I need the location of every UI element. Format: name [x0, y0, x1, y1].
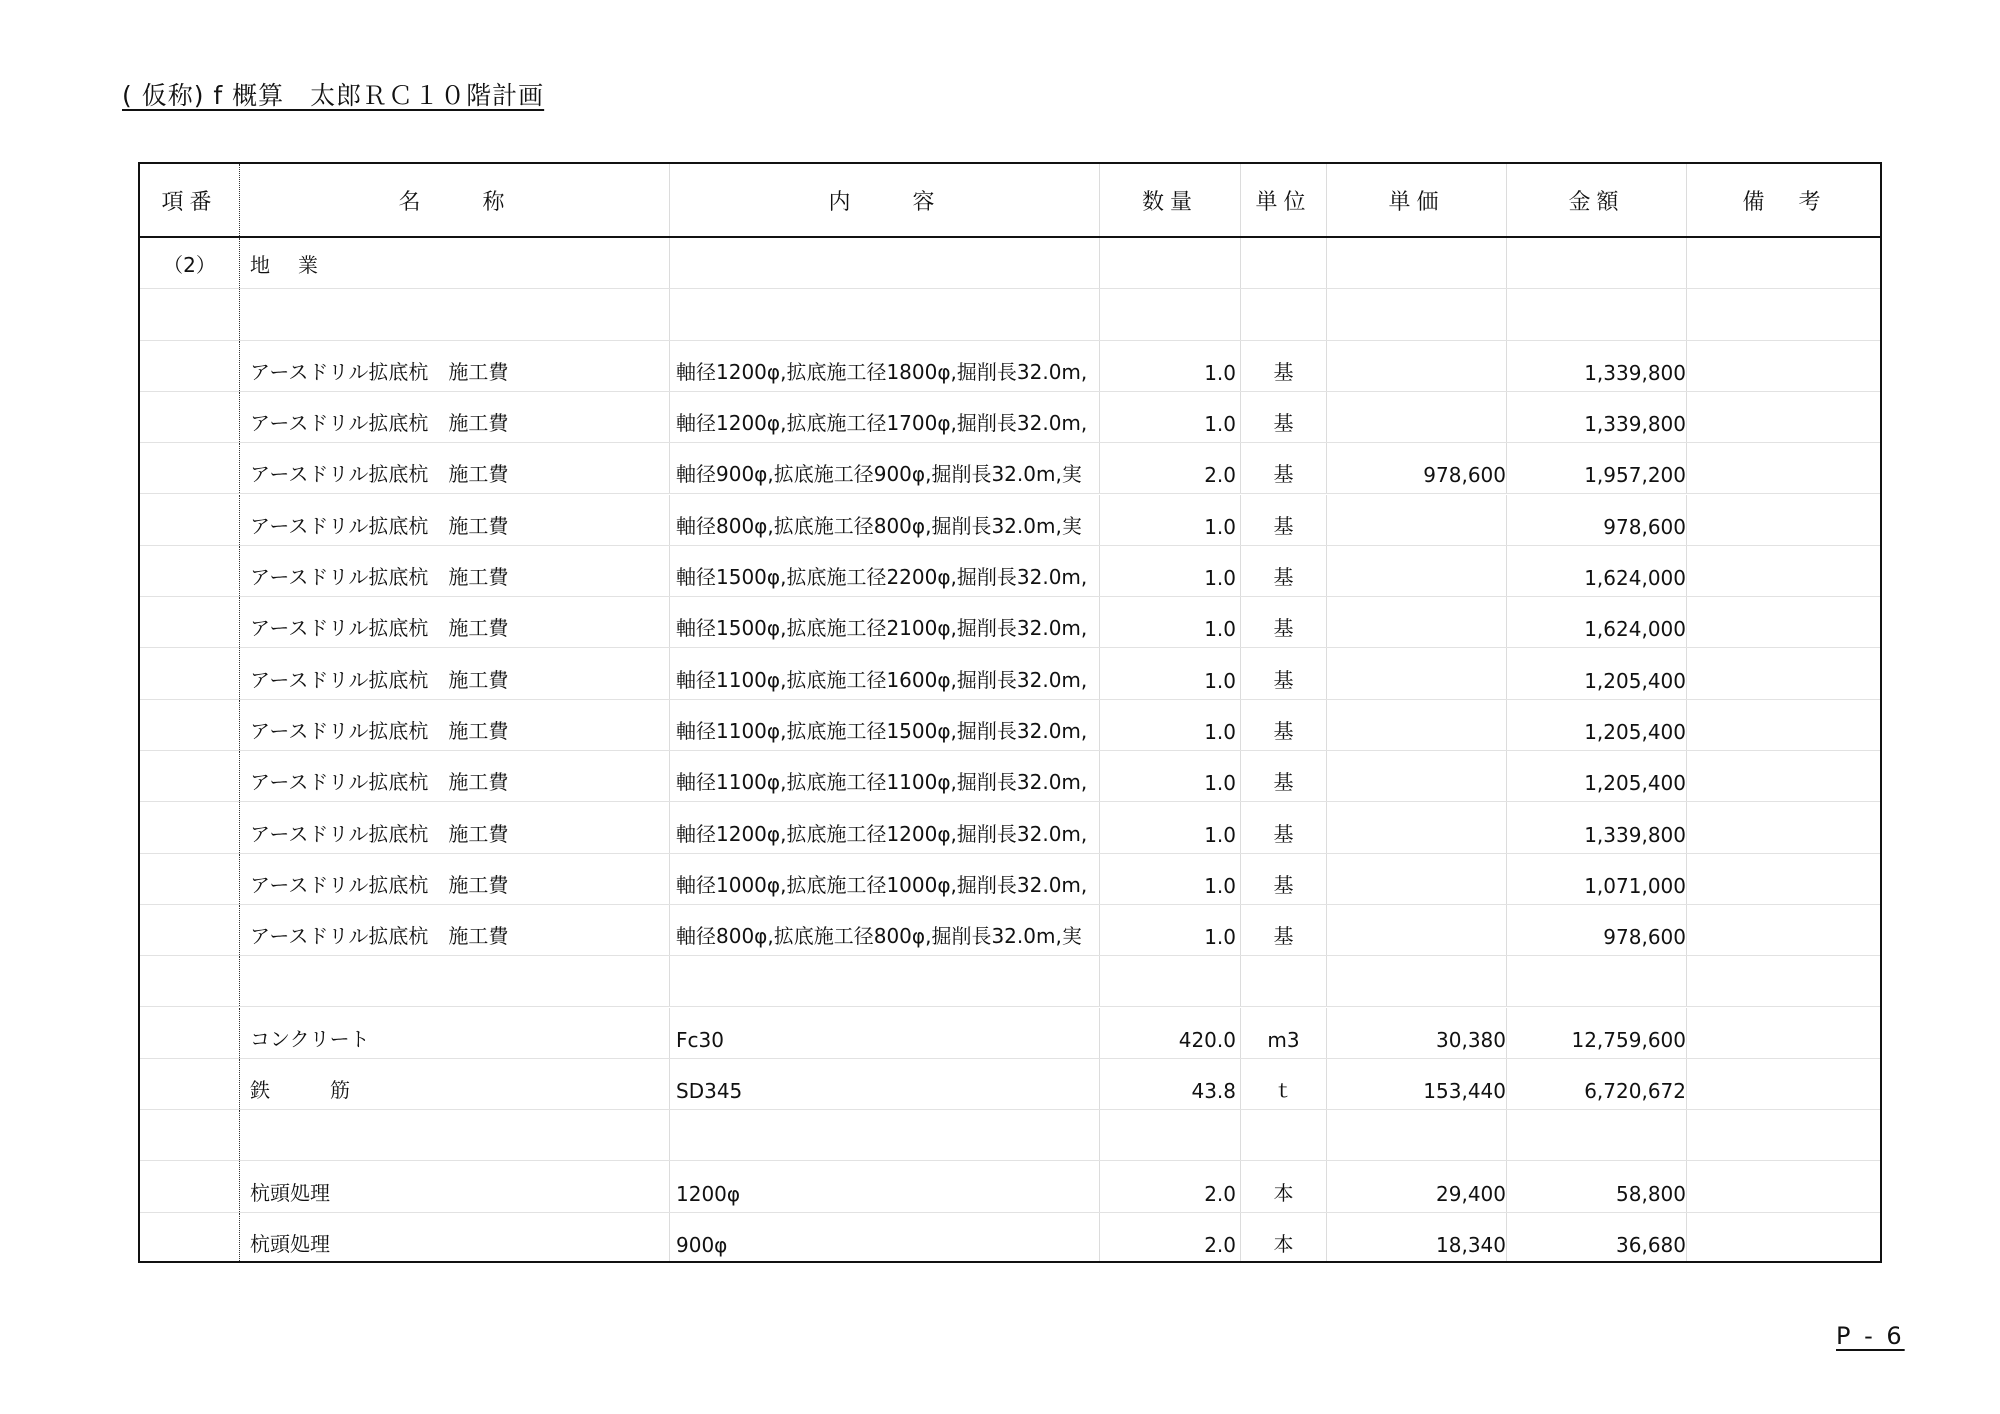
cell-amount: 1,339,800 [1506, 341, 1686, 391]
cell-note [1686, 648, 1882, 698]
cell-unit-price [1326, 495, 1506, 545]
cell-quantity: 1.0 [1099, 751, 1240, 801]
cell-name: アースドリル拡底杭 施工費 [239, 546, 669, 596]
cell-name: アースドリル拡底杭 施工費 [239, 341, 669, 391]
cell-unit-price [1326, 905, 1506, 955]
document-title: ( 仮称) f 概算 太郎ＲＣ１０階計画 [122, 81, 545, 110]
cell-unit: 基 [1240, 854, 1326, 904]
cell-note [1686, 1110, 1882, 1160]
cell-unit-price [1326, 802, 1506, 852]
table-row [140, 289, 1880, 340]
cell-spec: 軸径1100φ,拡底施工径1600φ,掘削長32.0m, [669, 648, 1099, 698]
cell-spec [669, 289, 1099, 339]
cell-amount: 1,205,400 [1506, 648, 1686, 698]
cell-name: アースドリル拡底杭 施工費 [239, 802, 669, 852]
cell-spec [669, 1110, 1099, 1160]
cell-name [239, 956, 669, 1006]
cell-spec [669, 956, 1099, 1006]
section-qty-cell [1099, 238, 1240, 288]
cell-note [1686, 597, 1882, 647]
cell-spec: 軸径1200φ,拡底施工径1800φ,掘削長32.0m, [669, 341, 1099, 391]
cell-note [1686, 1008, 1882, 1058]
header-note: 備 考 [1686, 164, 1882, 236]
cell-note [1686, 751, 1882, 801]
page-number: P - 6 [1836, 1322, 1905, 1350]
cell-spec: 軸径900φ,拡底施工径900φ,掘削長32.0m,実 [669, 443, 1099, 493]
cell-unit: 基 [1240, 648, 1326, 698]
table-row [140, 802, 1880, 853]
cell-note [1686, 802, 1882, 852]
cell-unit-price [1326, 341, 1506, 391]
cell-spec: 軸径1100φ,拡底施工径1100φ,掘削長32.0m, [669, 751, 1099, 801]
cell-item-no [140, 341, 239, 391]
cell-quantity: 2.0 [1099, 1161, 1240, 1211]
table-row [140, 443, 1880, 494]
cell-unit-price: 153,440 [1326, 1059, 1506, 1109]
cell-unit-price: 29,400 [1326, 1161, 1506, 1211]
cell-unit-price [1326, 597, 1506, 647]
cell-quantity: 1.0 [1099, 802, 1240, 852]
cell-name: アースドリル拡底杭 施工費 [239, 648, 669, 698]
cell-unit-price [1326, 289, 1506, 339]
cell-amount: 1,957,200 [1506, 443, 1686, 493]
cell-unit: 基 [1240, 443, 1326, 493]
cell-amount: 1,205,400 [1506, 700, 1686, 750]
cell-unit-price [1326, 956, 1506, 1006]
cell-quantity: 420.0 [1099, 1008, 1240, 1058]
cell-unit: 基 [1240, 597, 1326, 647]
cell-unit: ｔ [1240, 1059, 1326, 1109]
cell-unit-price: 978,600 [1326, 443, 1506, 493]
cell-quantity: 1.0 [1099, 392, 1240, 442]
section-unit-cell [1240, 238, 1326, 288]
cell-unit: 基 [1240, 341, 1326, 391]
cell-name: アースドリル拡底杭 施工費 [239, 443, 669, 493]
cell-amount: 1,339,800 [1506, 802, 1686, 852]
cell-quantity: 1.0 [1099, 854, 1240, 904]
cell-item-no [140, 392, 239, 442]
cell-note [1686, 700, 1882, 750]
cell-item-no [140, 289, 239, 339]
cell-note [1686, 1161, 1882, 1211]
table-row [140, 751, 1880, 802]
table-row [140, 1110, 1880, 1161]
table-row [140, 546, 1880, 597]
cell-name: アースドリル拡底杭 施工費 [239, 700, 669, 750]
table-row [140, 1008, 1880, 1059]
cell-quantity: 1.0 [1099, 341, 1240, 391]
section-row [140, 238, 1880, 289]
cell-note [1686, 956, 1882, 1006]
cell-spec: 軸径800φ,拡底施工径800φ,掘削長32.0m,実 [669, 905, 1099, 955]
cell-name: 杭頭処理 [239, 1213, 669, 1263]
section-price-cell [1326, 238, 1506, 288]
cell-spec: Fc30 [669, 1008, 1099, 1058]
cell-item-no [140, 700, 239, 750]
cell-amount: 58,800 [1506, 1161, 1686, 1211]
cell-quantity: 1.0 [1099, 597, 1240, 647]
cell-amount: 1,624,000 [1506, 546, 1686, 596]
cell-unit [1240, 1110, 1326, 1160]
cell-spec: SD345 [669, 1059, 1099, 1109]
cell-note [1686, 546, 1882, 596]
cell-unit-price [1326, 700, 1506, 750]
cell-quantity: 1.0 [1099, 495, 1240, 545]
cell-unit [1240, 956, 1326, 1006]
table-row [140, 341, 1880, 392]
section-note-cell [1686, 238, 1882, 288]
cell-spec: 900φ [669, 1213, 1099, 1263]
cell-note [1686, 341, 1882, 391]
table-header-row [140, 164, 1880, 238]
table-row [140, 597, 1880, 648]
cell-name: アースドリル拡底杭 施工費 [239, 392, 669, 442]
section-name: 地 業 [239, 238, 669, 288]
cell-item-no [140, 802, 239, 852]
cell-item-no [140, 854, 239, 904]
cell-amount: 1,339,800 [1506, 392, 1686, 442]
section-spec-cell [669, 238, 1099, 288]
cell-spec: 軸径1200φ,拡底施工径1700φ,掘削長32.0m, [669, 392, 1099, 442]
table-row [140, 1213, 1880, 1263]
cell-item-no [140, 1161, 239, 1211]
cell-unit: 本 [1240, 1161, 1326, 1211]
cell-name: アースドリル拡底杭 施工費 [239, 751, 669, 801]
cell-spec: 1200φ [669, 1161, 1099, 1211]
cell-note [1686, 1059, 1882, 1109]
header-spec: 内 容 [669, 164, 1099, 236]
cell-unit: 基 [1240, 495, 1326, 545]
cell-amount: 12,759,600 [1506, 1008, 1686, 1058]
table-row [140, 700, 1880, 751]
cell-note [1686, 905, 1882, 955]
cell-name: 鉄 筋 [239, 1059, 669, 1109]
header-quantity: 数量 [1099, 164, 1240, 236]
cell-spec: 軸径1200φ,拡底施工径1200φ,掘削長32.0m, [669, 802, 1099, 852]
table-row [140, 392, 1880, 443]
header-amount: 金額 [1506, 164, 1686, 236]
cell-amount: 1,624,000 [1506, 597, 1686, 647]
cell-spec: 軸径1000φ,拡底施工径1000φ,掘削長32.0m, [669, 854, 1099, 904]
cell-note [1686, 854, 1882, 904]
cell-amount [1506, 289, 1686, 339]
cell-unit-price [1326, 1110, 1506, 1160]
cell-amount: 36,680 [1506, 1213, 1686, 1263]
table-row [140, 905, 1880, 956]
cell-name [239, 1110, 669, 1160]
cell-unit-price [1326, 854, 1506, 904]
cell-item-no [140, 1213, 239, 1263]
cell-unit-price: 18,340 [1326, 1213, 1506, 1263]
cell-quantity [1099, 956, 1240, 1006]
cell-spec: 軸径1500φ,拡底施工径2100φ,掘削長32.0m, [669, 597, 1099, 647]
cell-unit-price [1326, 751, 1506, 801]
cell-name: アースドリル拡底杭 施工費 [239, 597, 669, 647]
cell-quantity [1099, 1110, 1240, 1160]
section-amount-cell [1506, 238, 1686, 288]
cell-name: 杭頭処理 [239, 1161, 669, 1211]
cell-spec: 軸径800φ,拡底施工径800φ,掘削長32.0m,実 [669, 495, 1099, 545]
cell-unit: 基 [1240, 546, 1326, 596]
cell-item-no [140, 751, 239, 801]
cell-unit: 基 [1240, 751, 1326, 801]
cell-unit-price [1326, 392, 1506, 442]
cell-quantity: 43.8 [1099, 1059, 1240, 1109]
cell-name: アースドリル拡底杭 施工費 [239, 905, 669, 955]
cell-item-no [140, 905, 239, 955]
table-row [140, 1161, 1880, 1212]
cell-unit: m3 [1240, 1008, 1326, 1058]
cell-spec: 軸径1100φ,拡底施工径1500φ,掘削長32.0m, [669, 700, 1099, 750]
cell-quantity: 1.0 [1099, 546, 1240, 596]
cell-unit: 基 [1240, 700, 1326, 750]
header-unit: 単位 [1240, 164, 1326, 236]
cell-unit: 本 [1240, 1213, 1326, 1263]
cell-item-no [140, 597, 239, 647]
cell-unit-price [1326, 648, 1506, 698]
table-row [140, 495, 1880, 546]
cell-unit-price [1326, 546, 1506, 596]
cell-amount [1506, 1110, 1686, 1160]
section-number: （2） [163, 252, 216, 277]
cell-item-no [140, 956, 239, 1006]
cell-item-no [140, 546, 239, 596]
cell-amount: 6,720,672 [1506, 1059, 1686, 1109]
table-row [140, 648, 1880, 699]
cell-note [1686, 392, 1882, 442]
cell-unit: 基 [1240, 392, 1326, 442]
cell-quantity [1099, 289, 1240, 339]
cell-item-no [140, 1110, 239, 1160]
cell-item-no [140, 648, 239, 698]
cell-unit: 基 [1240, 905, 1326, 955]
cell-note [1686, 443, 1882, 493]
cell-item-no [140, 1059, 239, 1109]
cell-name [239, 289, 669, 339]
cell-amount: 978,600 [1506, 905, 1686, 955]
header-name: 名 称 [239, 164, 669, 236]
cell-note [1686, 1213, 1882, 1263]
header-unit-price: 単価 [1326, 164, 1506, 236]
cell-name: コンクリート [239, 1008, 669, 1058]
table-row [140, 854, 1880, 905]
header-item-no: 項番 [161, 189, 218, 215]
cell-amount: 978,600 [1506, 495, 1686, 545]
cell-item-no [140, 443, 239, 493]
cell-spec: 軸径1500φ,拡底施工径2200φ,掘削長32.0m, [669, 546, 1099, 596]
cell-amount [1506, 956, 1686, 1006]
cell-unit-price: 30,380 [1326, 1008, 1506, 1058]
cell-name: アースドリル拡底杭 施工費 [239, 854, 669, 904]
cell-note [1686, 289, 1882, 339]
cell-unit [1240, 289, 1326, 339]
cell-quantity: 1.0 [1099, 905, 1240, 955]
cell-quantity: 2.0 [1099, 1213, 1240, 1263]
cell-amount: 1,205,400 [1506, 751, 1686, 801]
table-row [140, 956, 1880, 1007]
table-row [140, 1059, 1880, 1110]
cell-item-no [140, 1008, 239, 1058]
cell-note [1686, 495, 1882, 545]
cell-amount: 1,071,000 [1506, 854, 1686, 904]
cell-name: アースドリル拡底杭 施工費 [239, 495, 669, 545]
estimate-table [138, 162, 1882, 1263]
cell-quantity: 2.0 [1099, 443, 1240, 493]
cell-item-no [140, 495, 239, 545]
cell-unit: 基 [1240, 802, 1326, 852]
cell-quantity: 1.0 [1099, 700, 1240, 750]
cell-quantity: 1.0 [1099, 648, 1240, 698]
